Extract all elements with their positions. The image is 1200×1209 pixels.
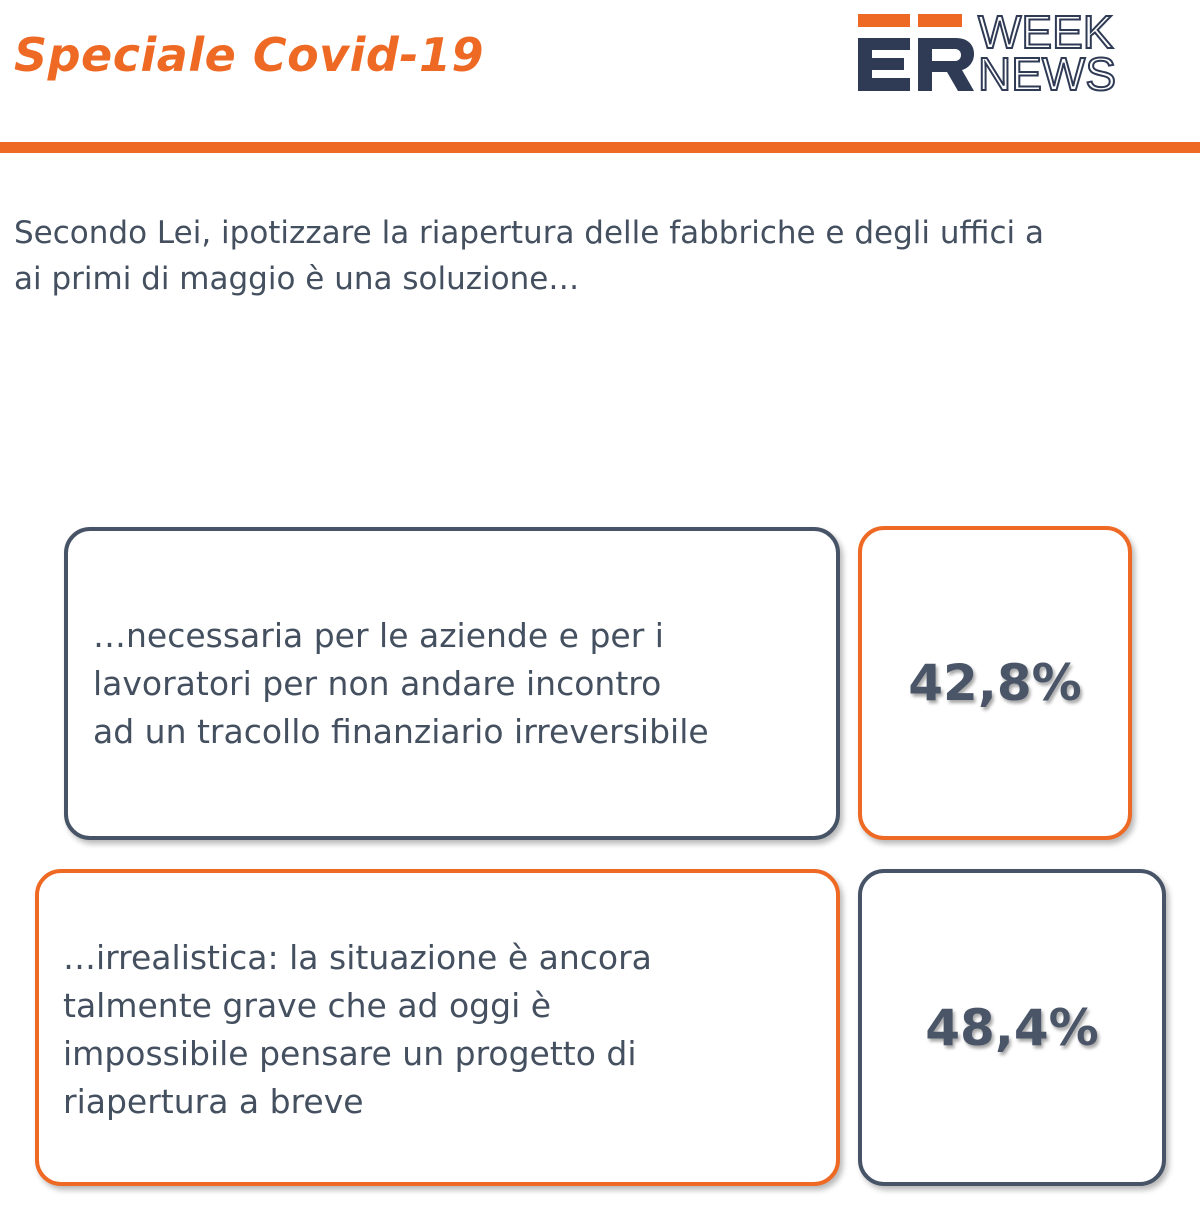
er-week-news-logo xyxy=(856,6,1182,100)
logo-word-week: WEEK xyxy=(978,6,1114,58)
page-title: Speciale Covid-19 xyxy=(14,28,484,82)
answer-value-1: 42,8% xyxy=(908,654,1082,712)
header-divider xyxy=(0,142,1200,153)
survey-question: Secondo Lei, ipotizzare la riapertura delle fabbriche e degli uffici a ai primi di maggio è una soluzione… xyxy=(14,215,1044,297)
logo-word-news: NEWS xyxy=(978,48,1116,100)
answer-value-2: 48,4% xyxy=(925,998,1099,1057)
answer-text-1: …necessaria per le aziende e per i lavoratori per non andare incontro ad un tracollo finanziario irreversibile xyxy=(93,616,709,751)
er-logo-mark xyxy=(856,12,976,96)
answer-text-2: …irrealistica: la situazione è ancora talmente grave che ad oggi è impossibile pensare un progetto di riapertura a breve xyxy=(63,938,652,1121)
